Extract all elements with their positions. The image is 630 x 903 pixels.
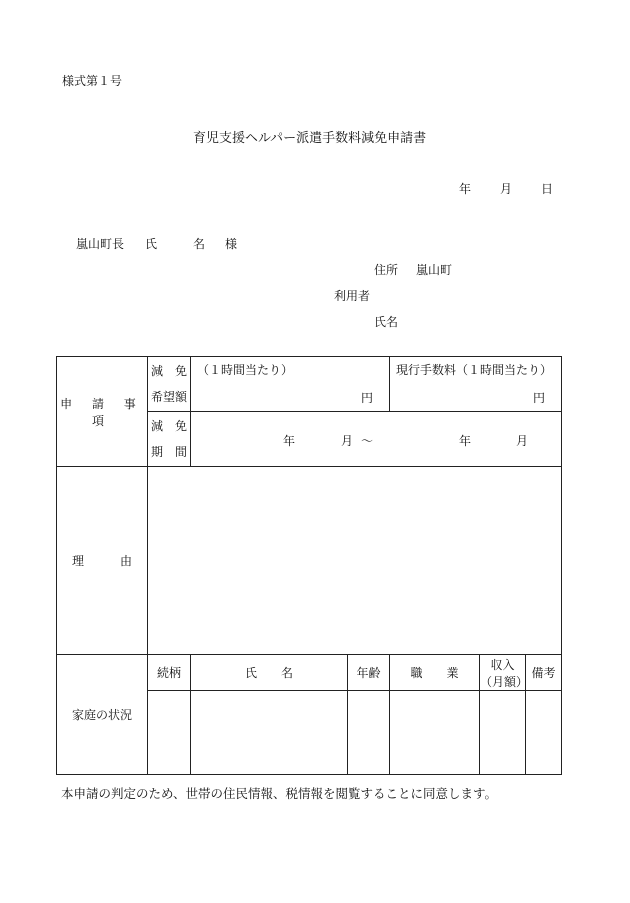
period-start-year: 年 (283, 434, 296, 448)
reduction-amount-label-2: 希望額 (150, 390, 187, 404)
period-tilde: ～ (361, 434, 374, 448)
family-remarks-input[interactable] (526, 691, 562, 775)
applicant-role-label: 利用者 (334, 289, 371, 303)
family-label-cell (57, 655, 148, 775)
section-label: 申 請 事 項 (60, 396, 144, 428)
family-age-input[interactable] (348, 691, 390, 775)
period-end-month: 月 (516, 434, 529, 448)
family-col-relation: 続柄 (148, 655, 191, 691)
period-input[interactable] (191, 412, 562, 467)
period-label-2: 期 間 (150, 445, 187, 459)
period-label-cell (148, 412, 191, 467)
page-title: 育児支援ヘルパー派遣手数料減免申請書 (193, 131, 427, 146)
form-number: 様式第１号 (62, 74, 123, 88)
family-col-income: 収入（月額） (480, 655, 526, 691)
current-fee-cell[interactable] (390, 357, 562, 412)
reason-input[interactable] (148, 467, 562, 655)
family-label: 家庭の状況 (71, 708, 132, 722)
family-name-input[interactable] (191, 691, 348, 775)
period-end-year: 年 (459, 434, 472, 448)
addressee-name-field: 氏 名 (145, 237, 206, 251)
family-relation-input[interactable] (148, 691, 191, 775)
addressee-honorific: 様 (225, 237, 238, 251)
period-label-1: 減 免 (150, 419, 187, 433)
addressee-mayor: 嵐山町長 (76, 237, 125, 251)
period-start-month: 月 (341, 434, 354, 448)
applicant-address-label: 住所 (374, 263, 399, 277)
application-form-table (56, 356, 562, 775)
date-year-label: 年 (459, 182, 472, 196)
per-hour-note: （１時間当たり） (197, 363, 294, 377)
applicant-address-value: 嵐山町 (416, 263, 453, 277)
reduction-amount-label-1: 減 免 (150, 364, 187, 378)
family-income-input[interactable] (480, 691, 526, 775)
current-fee-label: 現行手数料（１時間当たり） (396, 363, 553, 377)
family-occupation-input[interactable] (390, 691, 480, 775)
family-col-remarks: 備考 (526, 655, 562, 691)
family-col-age: 年齢 (348, 655, 390, 691)
applicant-name-label: 氏名 (374, 315, 399, 329)
date-day-label: 日 (541, 182, 554, 196)
family-col-name: 氏 名 (191, 655, 348, 691)
reason-label: 理 由 (71, 554, 132, 568)
reduction-amount-input[interactable] (191, 357, 390, 412)
date-month-label: 月 (500, 182, 513, 196)
reason-label-cell (57, 467, 148, 655)
reduction-amount-label-cell (148, 357, 191, 412)
yen-label-1: 円 (361, 391, 374, 405)
family-col-occupation: 職 業 (390, 655, 480, 691)
yen-label-2: 円 (533, 391, 546, 405)
consent-text: 本申請の判定のため、世帯の住民情報、税情報を閲覧することに同意します。 (61, 786, 498, 801)
section-label-cell (57, 357, 148, 467)
